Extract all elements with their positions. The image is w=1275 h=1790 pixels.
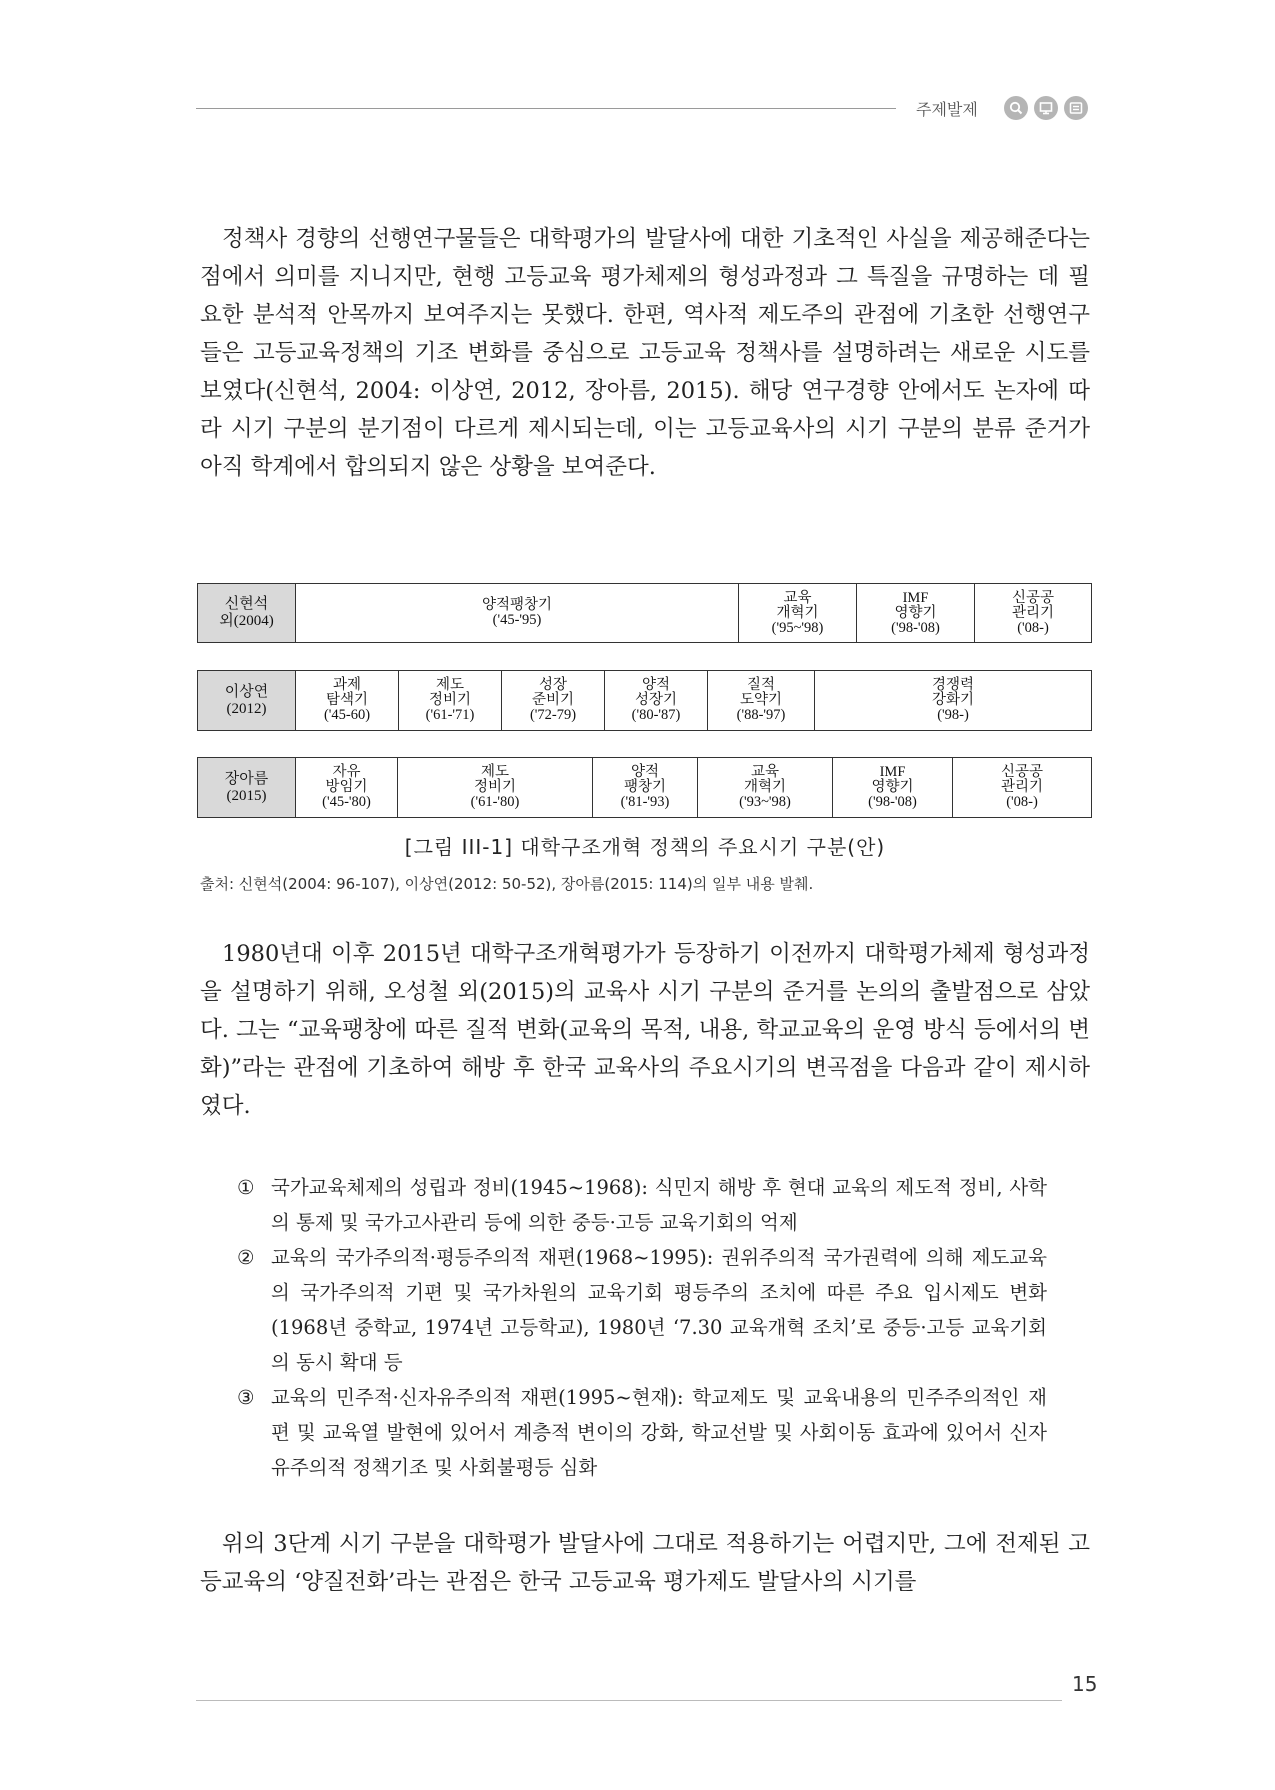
period-cell: 신공공 관리기 ('08-) (953, 758, 1092, 818)
period-cell: 교육 개혁기 ('93~'98) (698, 758, 833, 818)
header-icons (1004, 96, 1088, 120)
period-table-jang (197, 757, 1092, 818)
period-list (237, 1170, 1047, 1485)
period-row (198, 584, 1092, 643)
period-cell: 자유 방임기 ('45-'80) (296, 758, 398, 818)
section-title: 주제발제 (916, 100, 978, 119)
header-rule (196, 108, 896, 109)
list-item-number: ① (237, 1176, 255, 1199)
footer-rule (196, 1700, 1062, 1701)
list-item (237, 1380, 1047, 1485)
list-item (237, 1240, 1047, 1380)
list-icon (1064, 96, 1088, 120)
paragraph-2-text: 1980년대 이후 2015년 대학구조개혁평가가 등장하기 이전까지 대학평가체제 형성과정을 설명하기 위해, 오성철 외(2015)의 교육사 시기 구분의 준거를 논의의 출발점으로 삼았다. 그는 “교육팽창에 따른 질적 변화(교육의 목적, 내용, 학교교육의 운영 방식 등에서의 변화)”라는 관점에 기초하여 해방 후 한국 교육사의 주요시기의 변곡점을 다음과 같이 제시하였다. (200, 941, 1090, 1119)
period-cell: IMF 영향기 ('98-'08) (833, 758, 953, 818)
period-cell: 교육 개혁기 ('95~'98) (739, 584, 857, 643)
period-cell: 경쟁력 강화기 ('98-) (815, 671, 1092, 731)
paragraph-3 (200, 1525, 1090, 1601)
row-label: 이상연 (2012) (198, 671, 296, 731)
figure-source: 출처: 신현석(2004: 96-107), 이상연(2012: 50-52), 장아름(2015: 114)의 일부 내용 발췌. (200, 875, 814, 893)
row-label: 신현석 외(2004) (198, 584, 296, 643)
search-icon (1004, 96, 1028, 120)
list-item-number: ② (237, 1246, 255, 1269)
paragraph-3-text: 위의 3단계 시기 구분을 대학평가 발달사에 그대로 적용하기는 어렵지만, 그에 전제된 고등교육의 ‘양질전화’라는 관점은 한국 고등교육 평가제도 발달사의 시기를 (200, 1531, 1090, 1595)
period-cell: 제도 정비기 ('61-'80) (398, 758, 593, 818)
period-table-shin (197, 583, 1092, 643)
period-table-lee (197, 670, 1092, 731)
row-label: 장아름 (2015) (198, 758, 296, 818)
paragraph-1-text: 정책사 경향의 선행연구물들은 대학평가의 발달사에 대한 기초적인 사실을 제공해준다는 점에서 의미를 지니지만, 현행 고등교육 평가체제의 형성과정과 그 특질을 규명하는 데 필요한 분석적 안목까지 보여주지는 못했다. 한편, 역사적 제도주의 관점에 기초한 선행연구들은 고등교육정책의 기조 변화를 중심으로 고등교육 정책사를 설명하려는 새로운 시도를 보였다(신현석, 2004: 이상연, 2012, 장아름, 2015). 해당 연구경향 안에서도 논자에 따라 시기 구분의 분기점이 다르게 제시되는데, 이는 고등교육사의 시기 구분의 분류 준거가 아직 학계에서 합의되지 않은 상황을 보여준다. (200, 226, 1090, 480)
period-cell: 양적 팽창기 ('81-'93) (593, 758, 698, 818)
period-cell: 성장 준비기 ('72-79) (502, 671, 605, 731)
monitor-icon (1034, 96, 1058, 120)
period-row (198, 758, 1092, 818)
figure-caption: [그림 III-1] 대학구조개혁 정책의 주요시기 구분(안) (404, 835, 886, 859)
page-number: 15 (1072, 1672, 1098, 1696)
period-cell: 양적팽창기 ('45-'95) (296, 584, 739, 643)
period-cell: 신공공 관리기 ('08-) (975, 584, 1092, 643)
list-item-text: 교육의 국가주의적·평등주의적 재편(1968~1995): 권위주의적 국가권력에 의해 제도교육의 국가주의적 기편 및 국가차원의 교육기회 평등주의 조치에 따른 주요 입시제도 변화(1968년 중학교, 1974년 고등학교), 1980년 ‘7.30 교육개혁 조치’로 중등·고등 교육기회의 동시 확대 등 (271, 1246, 1047, 1374)
list-item (237, 1170, 1047, 1240)
paragraph-1 (200, 220, 1090, 486)
list-item-text: 국가교육체제의 성립과 정비(1945~1968): 식민지 해방 후 현대 교육의 제도적 정비, 사학의 통제 및 국가고사관리 등에 의한 중등·고등 교육기회의 억제 (271, 1176, 1047, 1234)
period-row (198, 671, 1092, 731)
list-item-number: ③ (237, 1386, 255, 1409)
period-cell: IMF 영향기 ('98-'08) (857, 584, 975, 643)
paragraph-2 (200, 935, 1090, 1125)
period-cell: 양적 성장기 ('80-'87) (605, 671, 708, 731)
period-cell: 과제 탐색기 ('45-60) (296, 671, 399, 731)
period-cell: 제도 정비기 ('61-'71) (399, 671, 502, 731)
period-cell: 질적 도약기 ('88-'97) (708, 671, 815, 731)
list-item-text: 교육의 민주적·신자유주의적 재편(1995~현재): 학교제도 및 교육내용의 민주주의적인 재편 및 교육열 발현에 있어서 계층적 변이의 강화, 학교선발 및 사회이동 효과에 있어서 신자유주의적 정책기조 및 사회불평등 심화 (271, 1386, 1047, 1479)
